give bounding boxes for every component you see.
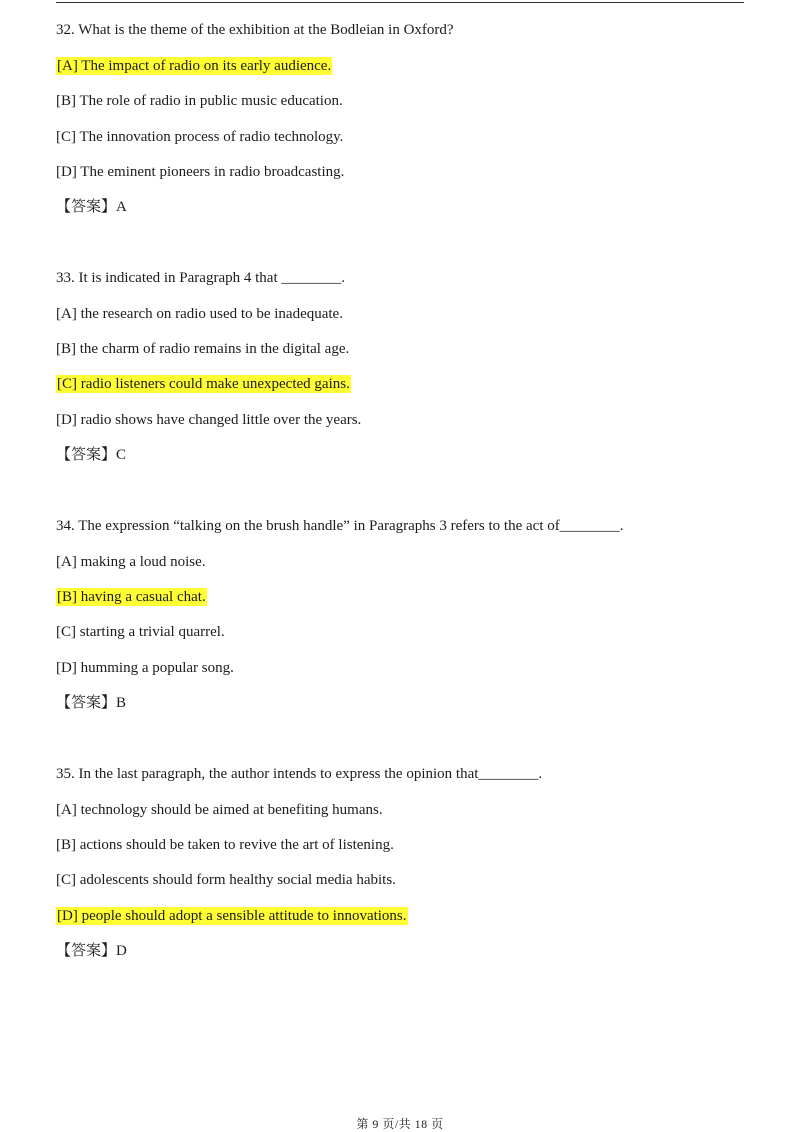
option: [A] making a loud noise. <box>56 554 206 570</box>
highlight: [C] radio listeners could make unexpected gains. <box>57 376 350 392</box>
option: [A] technology should be aimed at benefiting humans. <box>56 802 383 818</box>
option: [B] the charm of radio remains in the digital age. <box>56 341 350 357</box>
option: [D] The eminent pioneers in radio broadcasting. <box>56 164 345 180</box>
question-stem: 32. What is the theme of the exhibition at the Bodleian in Oxford? <box>56 22 454 38</box>
option: [A] the research on radio used to be inadequate. <box>56 306 343 322</box>
question-stem: 35. In the last paragraph, the author intends to express the opinion that________. <box>56 766 543 782</box>
option: [C] The innovation process of radio technology. <box>56 129 344 145</box>
option-highlighted <box>56 587 207 607</box>
highlight: [B] having a casual chat. <box>57 589 206 605</box>
option: [D] humming a popular song. <box>56 660 234 676</box>
page-footer: 第 9 页/共 18 页 <box>356 1117 444 1131</box>
option: [C] starting a trivial quarrel. <box>56 624 225 640</box>
option: [D] radio shows have changed little over the years. <box>56 412 362 428</box>
answer: 【答案】A <box>56 199 127 215</box>
option: [B] The role of radio in public music education. <box>56 93 343 109</box>
top-rule <box>56 2 744 3</box>
highlight: [D] people should adopt a sensible attitude to innovations. <box>57 908 407 924</box>
highlight: [A] The impact of radio on its early audience. <box>57 58 332 74</box>
option-highlighted <box>56 374 351 394</box>
answer: 【答案】B <box>56 695 127 711</box>
option-highlighted <box>56 56 332 76</box>
answer: 【答案】C <box>56 447 127 463</box>
option-highlighted <box>56 906 408 926</box>
option: [C] adolescents should form healthy social media habits. <box>56 872 396 888</box>
question-stem: 33. It is indicated in Paragraph 4 that ________. <box>56 270 346 286</box>
answer: 【答案】D <box>56 943 127 959</box>
option: [B] actions should be taken to revive the art of listening. <box>56 837 394 853</box>
question-stem: 34. The expression “talking on the brush handle” in Paragraphs 3 refers to the act of________. <box>56 518 624 534</box>
